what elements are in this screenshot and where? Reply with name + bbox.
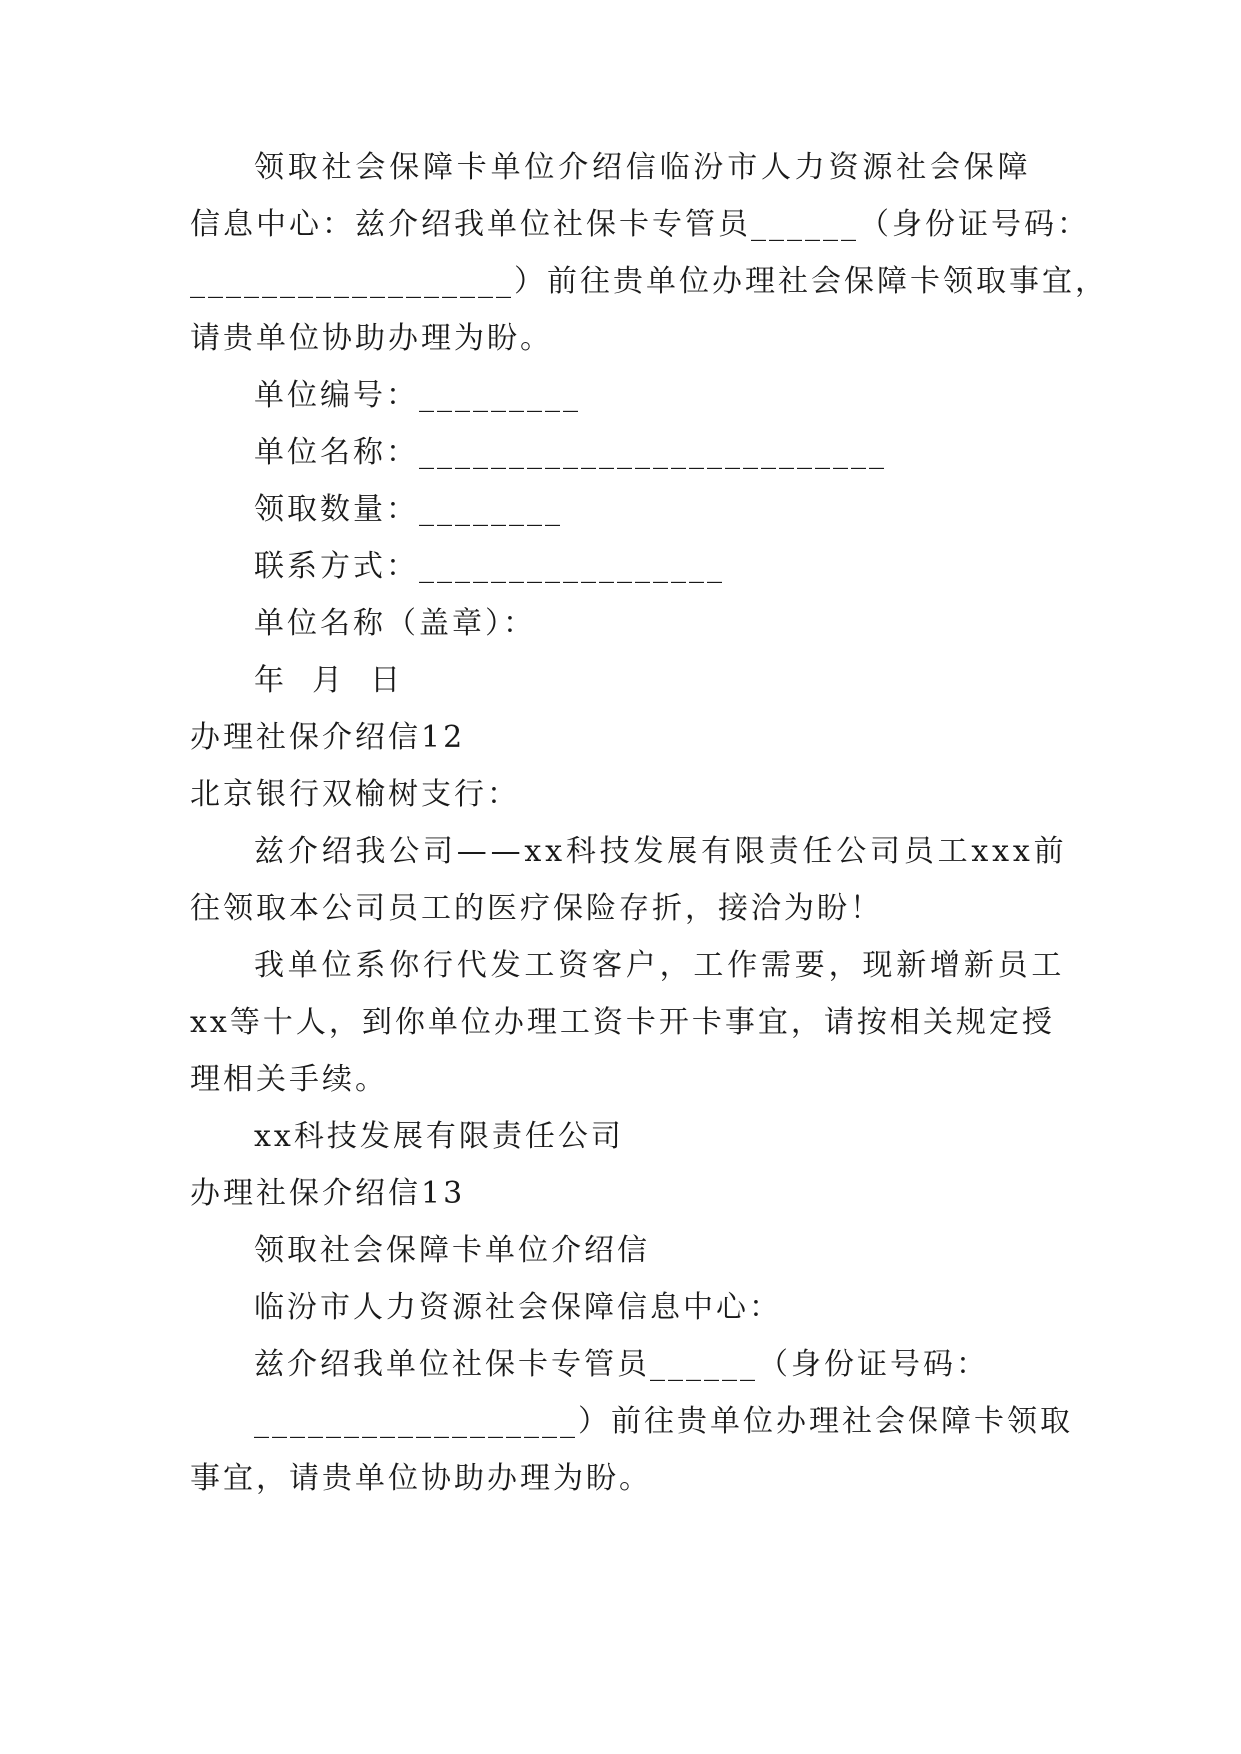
section-heading: 办理社保介绍信12 bbox=[190, 720, 466, 755]
paragraph-line: 事宜，请贵单位协助办理为盼。 bbox=[190, 1461, 652, 1496]
salutation: 北京银行双榆树支行： bbox=[190, 777, 520, 812]
paragraph-line: 理相关手续。 bbox=[190, 1062, 388, 1097]
paragraph-line: 我单位系你行代发工资客户，工作需要，现新增新员工 bbox=[254, 948, 1066, 983]
paragraph-line: xx等十人，到你单位办理工资卡开卡事宜，请按相关规定授 bbox=[190, 1005, 1055, 1040]
signature-company: xx科技发展有限责任公司 bbox=[254, 1119, 624, 1154]
paragraph-line: 兹介绍我公司——xx科技发展有限责任公司员工xxx前 bbox=[254, 834, 1068, 869]
form-field-contact: 联系方式：_________________ bbox=[254, 549, 725, 584]
paragraph-line: 请贵单位协助办理为盼。 bbox=[190, 321, 553, 356]
paragraph-line: 往领取本公司员工的医疗保险存折，接洽为盼！ bbox=[190, 891, 883, 926]
section-heading: 办理社保介绍信13 bbox=[190, 1176, 466, 1211]
form-field-unit-number: 单位编号：_________ bbox=[254, 378, 581, 413]
form-field-unit-name: 单位名称：__________________________ bbox=[254, 435, 887, 470]
paragraph-line: 领取社会保障卡单位介绍信临汾市人力资源社会保障 bbox=[254, 150, 1032, 185]
paragraph-line: 信息中心：兹介绍我单位社保卡专管员______（身份证号码： bbox=[190, 207, 1090, 242]
form-field-seal: 单位名称（盖章）： bbox=[254, 606, 536, 641]
form-field-quantity: 领取数量：________ bbox=[254, 492, 563, 527]
letter-title: 领取社会保障卡单位介绍信 bbox=[254, 1233, 650, 1268]
paragraph-line: 兹介绍我单位社保卡专管员______（身份证号码： bbox=[254, 1347, 989, 1382]
paragraph-line: __________________）前往贵单位办理社会保障卡领取事宜， bbox=[190, 264, 1108, 299]
date-line: 年 月 日 bbox=[254, 663, 404, 698]
paragraph-line: __________________）前往贵单位办理社会保障卡领取 bbox=[254, 1404, 1073, 1439]
salutation: 临汾市人力资源社会保障信息中心： bbox=[254, 1290, 782, 1325]
